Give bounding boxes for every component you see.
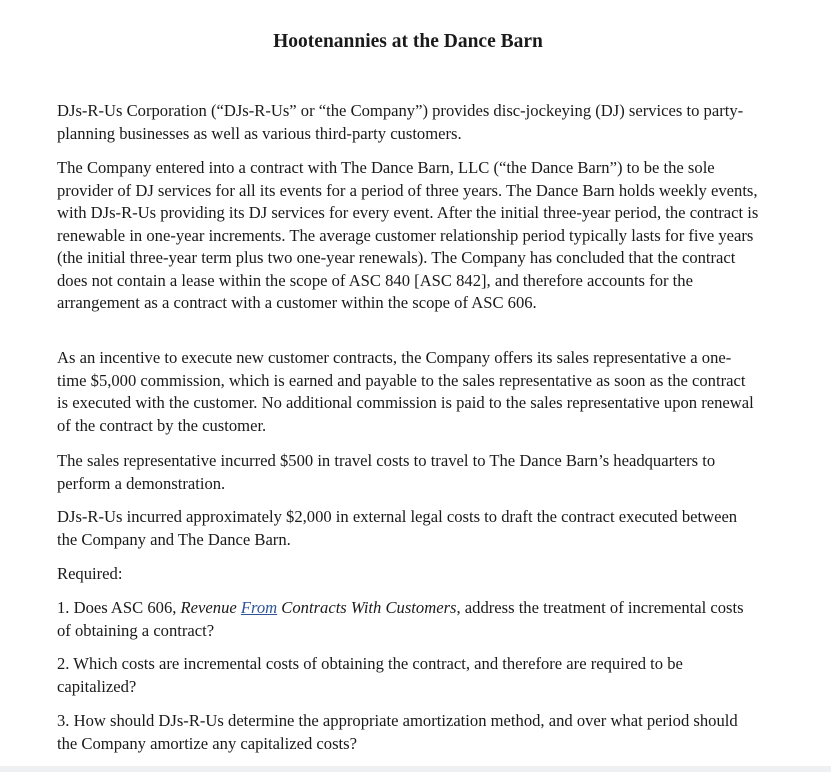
paragraph-travel-costs: The sales representative incurred $500 in travel costs to travel to The Dance Barn’s headquarters to perform a demonstration.	[57, 451, 716, 493]
question-1-title-part-b: Contracts With Customers	[277, 598, 457, 617]
question-2: 2. Which costs are incremental costs of obtaining the contract, and therefore are required to be capitalized?	[57, 654, 683, 696]
question-1-suffix: , address the treatment of incremental costs of obtaining a contract?	[57, 598, 744, 640]
paragraph-intro: DJs-R-Us Corporation (“DJs-R-Us” or “the Company”) provides disc-jockeying (DJ) services to party-planning businesses as well as various third-party customers.	[57, 101, 744, 143]
question-1	[57, 597, 759, 642]
paragraph-commission: As an incentive to execute new customer contracts, the Company offers its sales representative a one-time $5,000 commission, which is earned and payable to the sales representative as soon as the contract is executed with the customer. No additional commission is paid to the sales representative upon renewal of the contract by the customer.	[57, 348, 754, 435]
bottom-scroll-strip	[0, 766, 831, 772]
question-3: 3. How should DJs-R-Us determine the appropriate amortization method, and over what period should the Company amortize any capitalized costs?	[57, 711, 738, 753]
paragraph-legal-costs: DJs-R-Us incurred approximately $2,000 in external legal costs to draft the contract executed between the Company and The Dance Barn.	[57, 507, 738, 549]
question-1-title-part-a: Revenue	[180, 598, 241, 617]
required-label: Required:	[57, 564, 123, 583]
question-1-prefix: 1. Does ASC 606,	[57, 598, 181, 617]
paragraph-contract: The Company entered into a contract with The Dance Barn, LLC (“the Dance Barn”) to be the sole provider of DJ services for all its events for a period of three years. The Dance Barn holds weekly events, with DJs-R-Us providing its DJ services for every event. After the initial three-year period, the contract is renewable in one-year increments. The average customer relationship period typically lasts for five years (the initial three-year term plus two one-year renewals). The Company has concluded that the contract does not contain a lease within the scope of ASC 840 [ASC 842], and therefore accounts for the arrangement as a contract with a customer within the scope of ASC 606.	[57, 158, 759, 312]
question-1-title-link[interactable]: From	[240, 598, 278, 617]
document-title: Hootenannies at the Dance Barn	[273, 31, 543, 52]
